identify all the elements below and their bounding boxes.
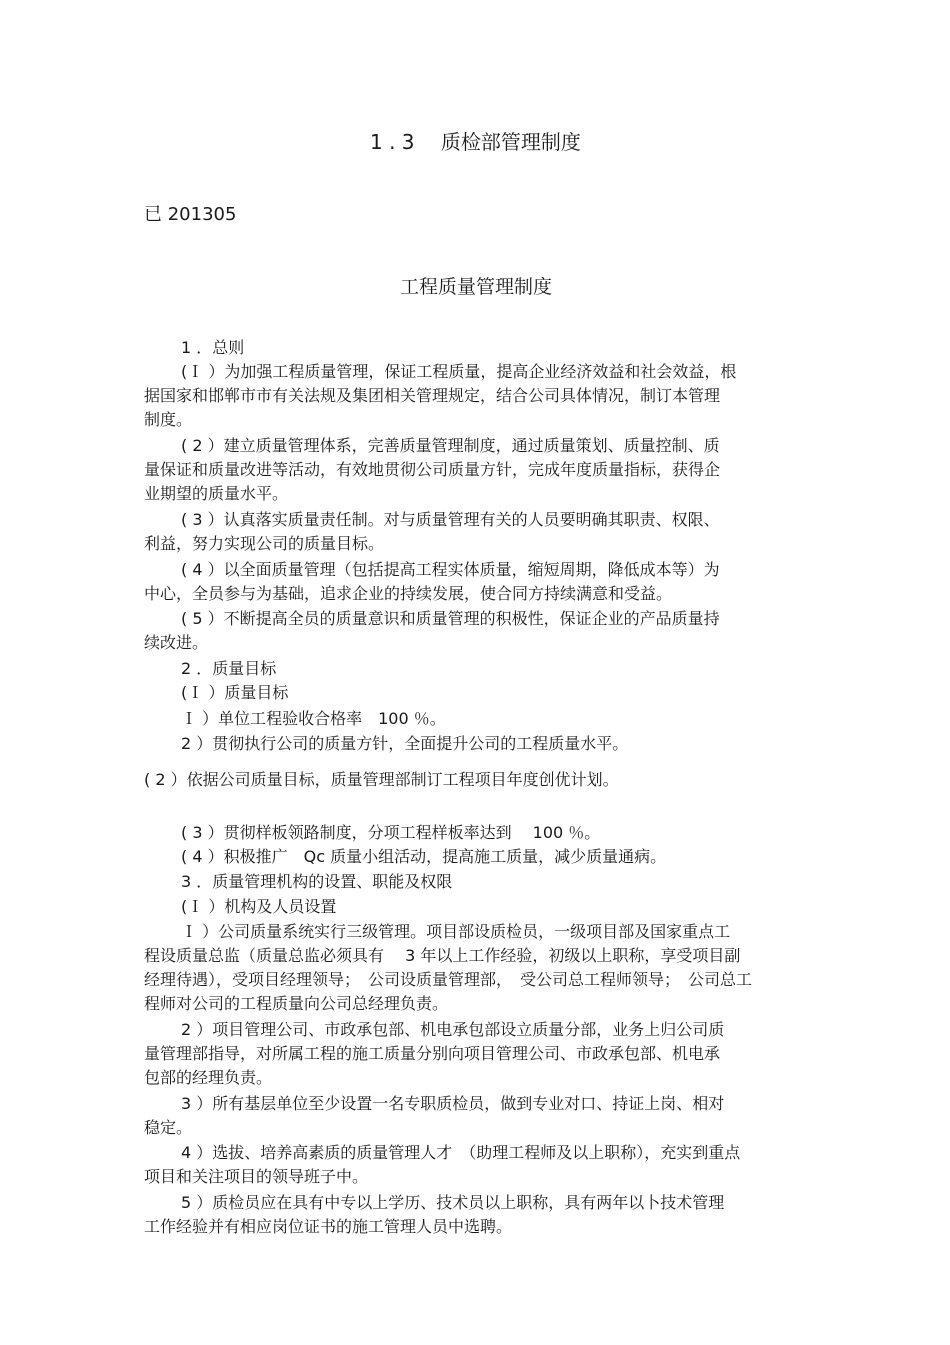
paragraph-line: 2 ．质量目标 — [181, 659, 277, 678]
paragraph-line: ( 2 ）建立质量管理体系，完善质量管理制度，通过质量策划、质量控制、质 — [181, 436, 720, 455]
paragraph-line: 4 ）选拔、培养高素质的质量管理人才 （助理工程师及以上职称），充实到重点 — [181, 1143, 741, 1162]
paragraph-line: 中心，全员参与为基础，追求企业的持续发展，使合同方持续满意和受益。 — [144, 584, 673, 603]
paragraph-line: 2 ）贯彻执行公司的质量方针，全面提升公司的工程质量水平。 — [181, 734, 629, 753]
paragraph-line: 续改进。 — [144, 633, 209, 652]
paragraph-line: 工作经验并有相应岗位证书的施工管理人员中选聘。 — [144, 1217, 513, 1236]
paragraph-line: ( 2 ）依据公司质量目标，质量管理部制订工程项目年度创优计划。 — [144, 770, 619, 789]
paragraph-line: 包部的经理负责。 — [144, 1068, 273, 1087]
paragraph-line: 业期望的质量水平。 — [144, 484, 289, 503]
paragraph-line: 程设质量总监（质量总监必须具有 3 年以上工作经验，初级以上职称，享受项目副 — [144, 946, 741, 965]
paragraph-line: (Ｉ ）为加强工程质量管理，保证工程质量，提高企业经济效益和社会效益，根 — [181, 362, 737, 381]
paragraph-line: ( 4 ）以全面质量管理（包括提高工程实体质量，缩短周期，降低成本等）为 — [181, 560, 720, 579]
paragraph-line: 利益，努力实现公司的质量目标。 — [144, 534, 385, 553]
paragraph-line: 稳定。 — [144, 1118, 193, 1137]
paragraph-line: 据国家和邯郸市市有关法规及集团相关管理规定，结合公司具体情况，制订本管理 — [144, 386, 721, 405]
paragraph-line: ( 3 ）贯彻样板领路制度，分项工程样板率达到 100 ％。 — [181, 823, 601, 842]
paragraph-line: (Ｉ ）质量目标 — [181, 683, 289, 702]
paragraph-line: 3 ．质量管理机构的设置、职能及权限 — [181, 872, 453, 891]
paragraph-line: 1 ．总则 — [181, 338, 245, 357]
paragraph-line: 5 ）质检员应在具有中专以上学历、技术员以上职称，具有两年以卜技术管理 — [181, 1193, 725, 1212]
section-title: 1 . 3 质检部管理制度 — [370, 130, 581, 154]
paragraph-line: 经理待遇），受项目经理领导； 公司设质量管理部， 受公司总工程师领导； 公司总工 — [144, 970, 753, 989]
paragraph-line: 量管理部指导，对所属工程的施工质量分别向项目管理公司、市政承包部、机电承 — [144, 1044, 721, 1063]
paragraph-line: 量保证和质量改进等活动，有效地贯彻公司质量方针，完成年度质量指标，获得企 — [144, 460, 721, 479]
paragraph-line: ( 5 ）不断提高全员的质量意识和质量管理的积极性，保证企业的产品质量持 — [181, 609, 720, 628]
paragraph-line: 项目和关注项目的领导班子中。 — [144, 1167, 369, 1186]
paragraph-line: 2 ）项目管理公司、市政承包部、机电承包部设立质量分部，业务上归公司质 — [181, 1020, 725, 1039]
paragraph-line: 程师对公司的工程质量向公司总经理负责。 — [144, 994, 449, 1013]
paragraph-line: 3 ）所有基层单位至少设置一名专职质检员，做到专业对口、持证上岗、相对 — [181, 1094, 725, 1113]
paragraph-line: (Ｉ ）机构及人员设置 — [181, 897, 337, 916]
document-code: 已 201305 — [144, 204, 237, 225]
paragraph-line: ( 4 ）积极推广 Qc 质量小组活动，提高施工质量，减少质量通病。 — [181, 847, 667, 866]
paragraph-line: Ｉ ）单位工程验收合格率 100 ％。 — [181, 709, 446, 728]
paragraph-line: Ｉ ）公司质量系统实行三级管理。项目部设质检员，一级项目部及国家重点工 — [181, 922, 731, 941]
paragraph-line: 制度。 — [144, 410, 193, 429]
document-subtitle: 工程质量管理制度 — [400, 276, 553, 298]
paragraph-line: ( 3 ）认真落实质量责任制。对与质量管理有关的人员要明确其职责、权限、 — [181, 510, 720, 529]
